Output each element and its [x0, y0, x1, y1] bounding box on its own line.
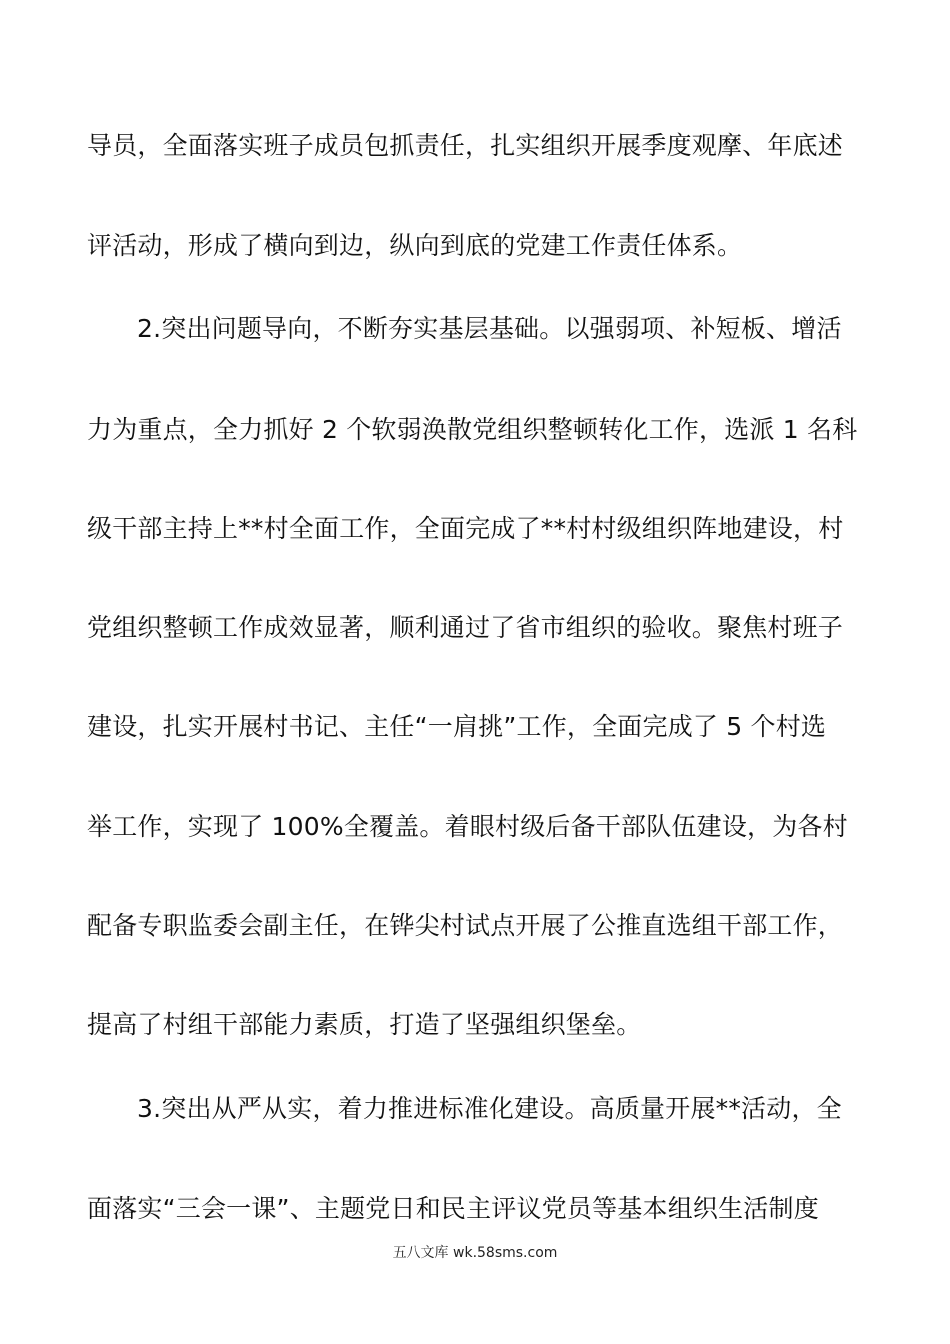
paragraph-line: 建设，扎实开展村书记、主任“一肩挑”工作，全面完成了 5 个村选 — [87, 712, 827, 741]
paragraph-line: 3.突出从严从实，着力推进标准化建设。高质量开展**活动，全 — [137, 1094, 842, 1123]
paragraph-line: 面落实“三会一课”、主题党日和民主评议党员等基本组织生活制度 — [87, 1194, 819, 1223]
paragraph-line: 级干部主持上**村全面工作，全面完成了**村村级组织阵地建设，村 — [87, 514, 844, 543]
paragraph-line: 导员，全面落实班子成员包抓责任，扎实组织开展季度观摩、年底述 — [87, 131, 844, 160]
paragraph-line: 2.突出问题导向，不断夯实基层基础。以强弱项、补短板、增活 — [137, 314, 842, 343]
paragraph-line: 力为重点，全力抓好 2 个软弱涣散党组织整顿转化工作，选派 1 名科 — [87, 415, 858, 444]
paragraph-line: 党组织整顿工作成效显著，顺利通过了省市组织的验收。聚焦村班子 — [87, 613, 844, 642]
paragraph-line: 提高了村组干部能力素质，打造了坚强组织堡垒。 — [87, 1010, 642, 1039]
page-footer-watermark: 五八文库 wk.58sms.com — [392, 1245, 558, 1261]
paragraph-line: 评活动，形成了横向到边，纵向到底的党建工作责任体系。 — [87, 231, 743, 260]
paragraph-line: 举工作，实现了 100%全覆盖。着眼村级后备干部队伍建设，为各村 — [87, 812, 848, 841]
paragraph-line: 配备专职监委会副主任，在铧尖村试点开展了公推直选组干部工作， — [87, 911, 844, 940]
